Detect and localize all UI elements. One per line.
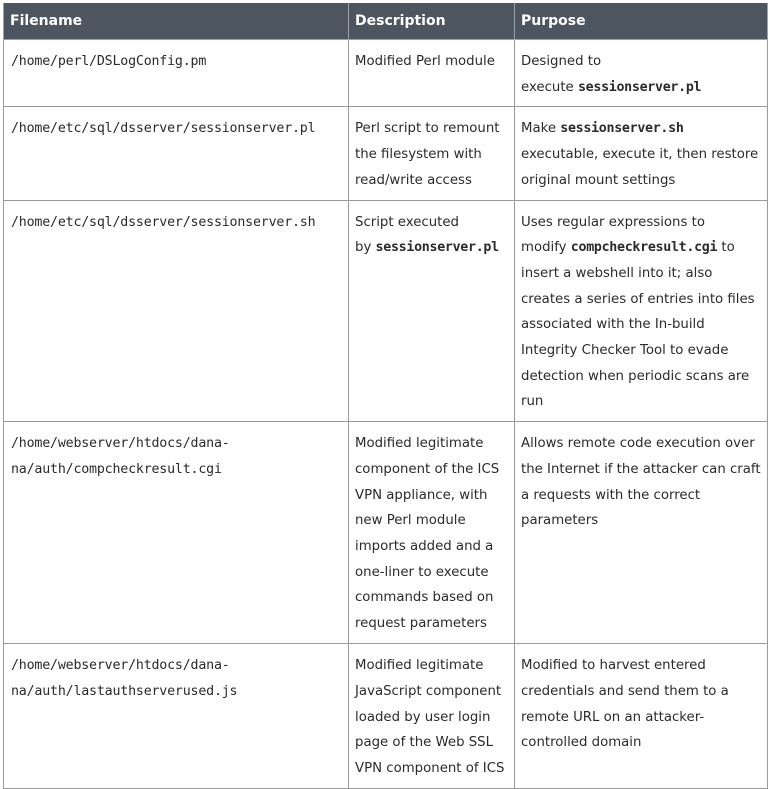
description-cell (349, 40, 515, 107)
purpose-text: the Internet if the attacker can craft (521, 461, 761, 477)
table-row (4, 107, 768, 200)
header-description: Description (349, 3, 515, 40)
code-term: sessionserver.sh (560, 121, 684, 137)
filename-text: /home/webserver/htdocs/dana- (11, 658, 230, 674)
purpose-text: original mount settings (521, 172, 676, 188)
description-text-part: by (355, 240, 376, 256)
purpose-text: creates a series of entries into files (521, 291, 755, 307)
purpose-cell (515, 422, 768, 644)
description-text: component of the ICS (355, 461, 500, 477)
purpose-text: Uses regular expressions to (521, 214, 705, 230)
purpose-text: insert a webshell into it; also (521, 265, 713, 281)
description-cell (349, 200, 515, 422)
purpose-cell (515, 40, 768, 107)
description-text: page of the Web SSL (355, 735, 494, 751)
description-text: the filesystem with (355, 147, 482, 163)
table-row (4, 200, 768, 422)
purpose-text: credentials and send them to a (521, 683, 729, 699)
purpose-text: Modified to harvest entered (521, 658, 706, 674)
table-row (4, 422, 768, 644)
filename-text: /home/etc/sql/dsserver/sessionserver.sh (11, 214, 316, 230)
filename-text: na/auth/compcheckresult.cgi (11, 461, 222, 477)
purpose-text-part: execute (521, 79, 578, 95)
purpose-text (521, 75, 762, 101)
description-text: Script executed (355, 214, 459, 230)
filename-text: na/auth/lastauthserverused.js (11, 683, 238, 699)
description-cell (349, 644, 515, 789)
filename-cell (4, 40, 349, 107)
description-cell (349, 107, 515, 200)
description-text: Modified legitimate (355, 658, 484, 674)
description-text: imports added and a (355, 538, 494, 554)
filename-text: /home/perl/DSLogConfig.pm (11, 54, 207, 69)
filename-cell (4, 200, 349, 422)
description-text: VPN appliance, with (355, 487, 488, 503)
description-text: read/write access (355, 172, 472, 188)
description-text (355, 235, 509, 261)
description-text: Modified legitimate (355, 436, 484, 452)
code-term: compcheckresult.cgi (570, 240, 718, 256)
filename-text: /home/webserver/htdocs/dana- (11, 436, 230, 452)
header-row (4, 3, 768, 40)
purpose-text: Designed to (521, 54, 602, 69)
purpose-text: associated with the In-build (521, 317, 705, 333)
purpose-text: parameters (521, 513, 599, 529)
purpose-text-part: Make (521, 121, 561, 137)
purpose-text: Allows remote code execution over (521, 436, 755, 452)
description-text: one-liner to execute (355, 564, 489, 580)
header-filename: Filename (4, 3, 349, 40)
description-text: request parameters (355, 616, 487, 632)
purpose-text-part: modify (521, 240, 571, 256)
filename-cell (4, 422, 349, 644)
description-text: Modified Perl module (355, 54, 495, 69)
description-text: Perl script to remount (355, 121, 500, 137)
code-term: sessionserver.pl (375, 240, 499, 256)
table-row (4, 644, 768, 789)
purpose-text (521, 116, 762, 142)
description-text: JavaScript component (355, 683, 502, 699)
filename-cell (4, 107, 349, 200)
files-table (3, 3, 768, 789)
table-row (4, 40, 768, 107)
header-purpose: Purpose (515, 3, 768, 40)
purpose-text: detection when periodic scans are (521, 368, 750, 384)
purpose-text: a requests with the correct (521, 487, 701, 503)
description-text: commands based on (355, 590, 494, 606)
description-text: loaded by user login (355, 709, 491, 725)
description-text: new Perl module (355, 513, 466, 529)
description-text: VPN component of ICS (355, 760, 505, 776)
purpose-cell (515, 107, 768, 200)
purpose-text: run (521, 394, 544, 410)
purpose-text: controlled domain (521, 735, 642, 751)
code-term: sessionserver.pl (577, 79, 702, 95)
purpose-cell (515, 200, 768, 422)
purpose-text: executable, execute it, then restore (521, 147, 759, 163)
purpose-cell (515, 644, 768, 789)
description-cell (349, 422, 515, 644)
purpose-text (521, 235, 762, 261)
purpose-text-part: to (717, 240, 735, 256)
filename-cell (4, 644, 349, 789)
purpose-text: remote URL on an attacker- (521, 709, 705, 725)
purpose-text: Integrity Checker Tool to evade (521, 343, 729, 359)
filename-text: /home/etc/sql/dsserver/sessionserver.pl (11, 121, 316, 137)
